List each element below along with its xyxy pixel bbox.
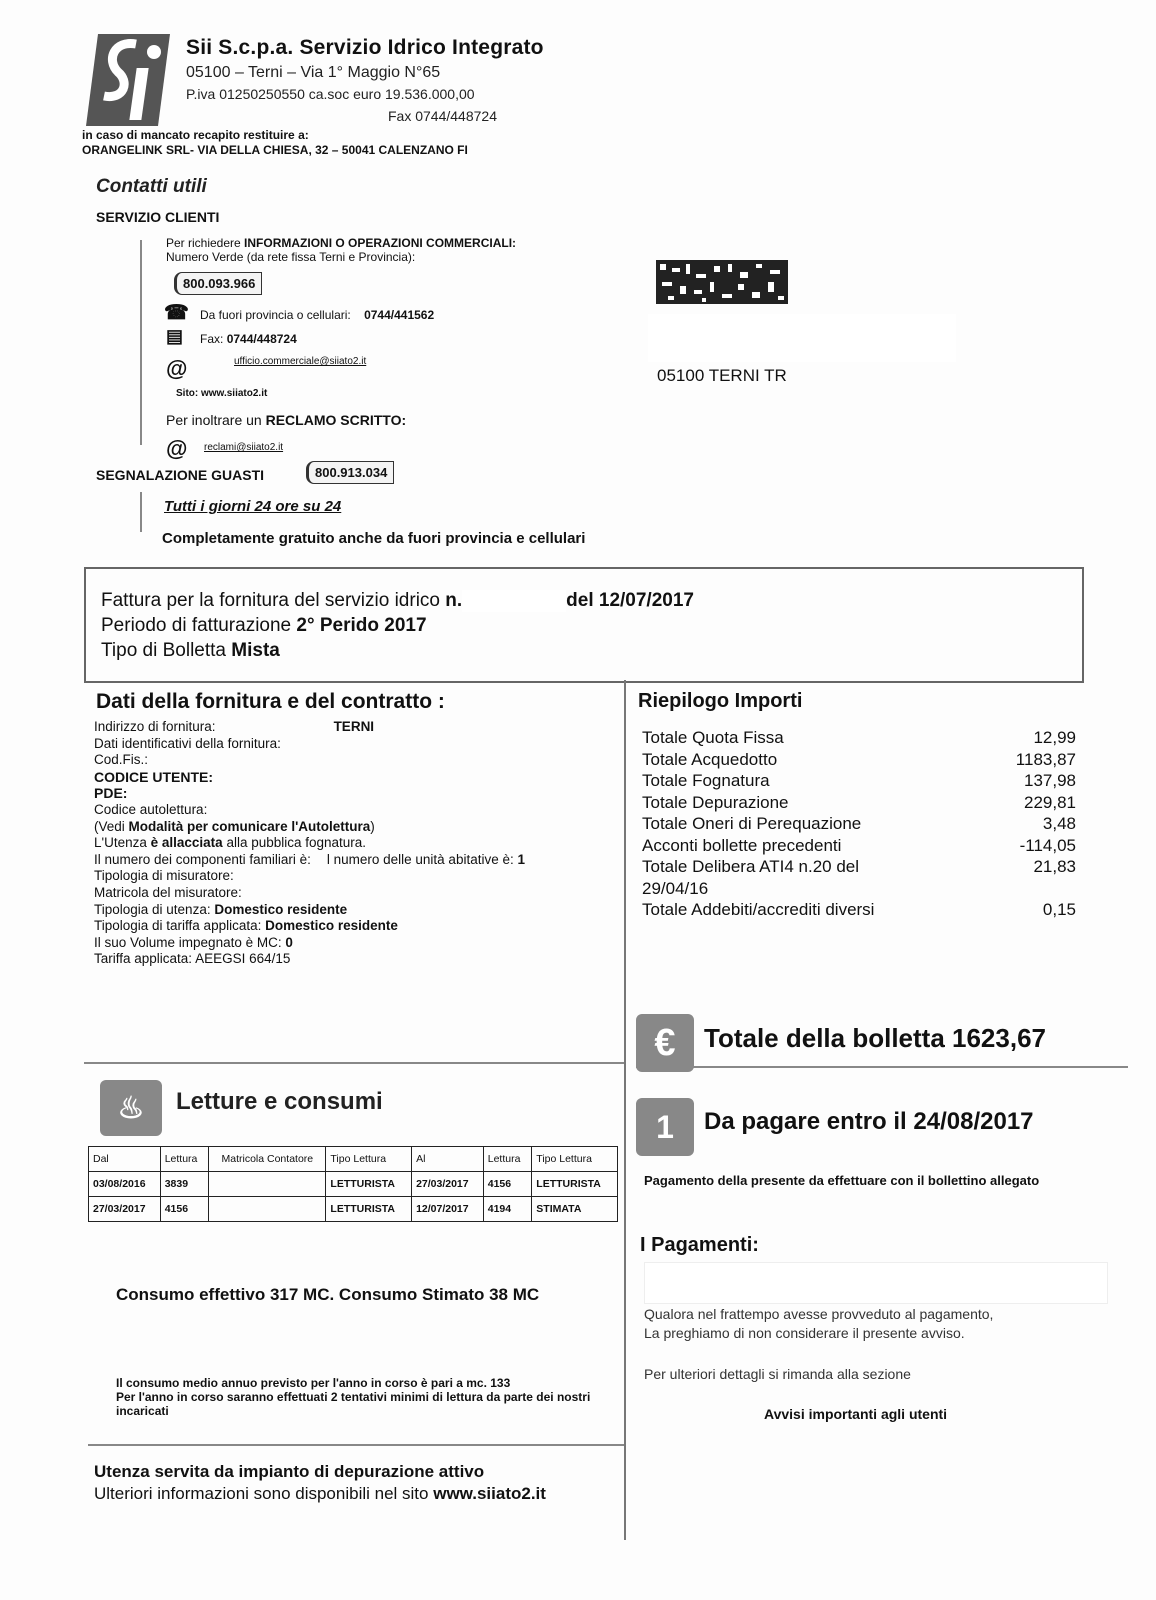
periodo-line: Periodo di fatturazione 2° Perido 2017	[101, 615, 427, 636]
riepilogo-row: Totale Fognatura 137,98	[642, 771, 1076, 790]
dati-pde: PDE:	[94, 785, 128, 802]
riepilogo-row: Acconti bollette precedenti -114,05	[642, 835, 1076, 855]
utenza-depurazione: Utenza servita da impianto di depurazione attivo	[94, 1462, 485, 1481]
dati-autolettura: Codice autolettura:	[94, 801, 208, 817]
table-row: 27/03/2017 4156 LETTURISTA 12/07/2017 4194 STIMATA	[89, 1197, 618, 1222]
reclami-link[interactable]: reclami@siiato2.it	[204, 442, 284, 453]
col-header: Lettura	[160, 1147, 209, 1172]
dati-indirizzo: Indirizzo di fornitura: TERNI	[94, 719, 375, 734]
dati-codfis: Cod.Fis.:	[94, 752, 149, 768]
letture-table	[88, 1146, 618, 1222]
dati-tipologia-misuratore: Tipologia di misuratore:	[94, 868, 234, 884]
qualora-text: Qualora nel frattempo avesse provveduto al pagamento, La preghiamo di non considerare il presente avviso.	[644, 1306, 994, 1341]
riepilogo-row: Totale Addebiti/accrediti diversi 0,15	[642, 900, 1076, 919]
consumo-text: Consumo effettivo 317 MC. Consumo Stimato 38 MC	[116, 1285, 540, 1304]
euro-icon: €	[636, 1014, 694, 1072]
column-divider	[624, 680, 626, 1540]
dati-volume: Il suo Volume impegnato è MC: 0	[94, 934, 293, 950]
da-pagare: Da pagare entro il 24/08/2017	[704, 1108, 1034, 1135]
company-name: Sii S.c.p.a. Servizio Idrico Integrato	[186, 36, 544, 59]
info-line: Per richiedere INFORMAZIONI O OPERAZIONI COMMERCIALI:	[166, 236, 517, 250]
dati-title: Dati della fornitura e del contratto :	[96, 690, 445, 713]
recipient-city: 05100 TERNI TR	[657, 366, 787, 385]
sii-logo	[84, 30, 172, 130]
totale-bolletta: Totale della bolletta 1623,67	[704, 1023, 1046, 1053]
fattura-line: Fattura per la fornitura del servizio idrico n. del 12/07/2017	[101, 590, 694, 611]
telephone-icon: ☎	[164, 302, 189, 324]
riepilogo-row: Totale Delibera ATI4 n.20 del 29/04/16 21,83	[642, 857, 1076, 898]
redacted-pagamenti	[644, 1262, 1108, 1304]
dati-codice-utente: CODICE UTENTE:	[94, 768, 213, 785]
guasti-label: SEGNALAZIONE GUASTI	[96, 467, 265, 483]
dati-matricola: Matricola del misuratore:	[94, 884, 242, 900]
divider	[140, 492, 142, 532]
riepilogo-row: Totale Acquedotto 1183,87	[642, 749, 1076, 769]
redacted-recipient	[648, 314, 956, 362]
email-icon: @	[166, 356, 188, 381]
reclamo-line: Per inoltrare un RECLAMO SCRITTO:	[166, 412, 407, 428]
numero-verde-label: Numero Verde (da rete fissa Terni e Provincia):	[166, 250, 416, 264]
divider	[84, 1062, 624, 1064]
site-line: Sito: www.siiato2.it	[176, 388, 268, 399]
numero-verde: 800.093.966	[174, 272, 262, 295]
company-piva: P.iva 01250250550 ca.soc euro 19.536.000,00	[186, 86, 475, 102]
contatti-title: Contatti utili	[96, 176, 207, 197]
tipo-line: Tipo di Bolletta Mista	[101, 640, 280, 661]
return-address: ORANGELINK SRL- VIA DELLA CHIESA, 32 – 50041 CALENZANO FI	[82, 143, 468, 157]
divider	[140, 240, 142, 445]
avvisi-link: Avvisi importanti agli utenti	[764, 1406, 948, 1422]
fuori-provincia: Da fuori provincia o cellulari: 0744/441562	[200, 308, 435, 322]
return-label: in caso di mancato recapito restituire a:	[82, 128, 309, 142]
servizio-clienti: SERVIZIO CLIENTI	[96, 209, 220, 225]
dati-list	[94, 719, 525, 968]
ulteriori-text: Per ulteriori dettagli si rimanda alla sezione	[644, 1366, 911, 1382]
dati-tariffa: Tariffa applicata: AEEGSI 664/15	[94, 951, 291, 967]
dati-tipologia-tariffa: Tipologia di tariffa applicata: Domestico residente	[94, 918, 398, 934]
company-fax: Fax 0744/448724	[388, 108, 497, 124]
consumo-medio: Il consumo medio annuo previsto per l'anno in corso è pari a mc. 133 Per l'anno in corso saranno effettuati 2 tentativi minimi di lettura da parte dei nostri incaricati	[116, 1376, 591, 1418]
email-icon: @	[166, 436, 188, 461]
pagamenti-title: I Pagamenti:	[640, 1234, 759, 1256]
email-link[interactable]: ufficio.commerciale@siiato2.it	[234, 356, 367, 367]
letture-title: Letture e consumi	[176, 1088, 383, 1115]
dati-identificativi: Dati identificativi della fornitura:	[94, 735, 281, 751]
table-row: 03/08/2016 3839 LETTURISTA 27/03/2017 4156 LETTURISTA	[89, 1172, 618, 1197]
guasti-number: 800.913.034	[306, 461, 394, 484]
col-header: Tipo Lettura	[532, 1147, 618, 1172]
dati-vedi: (Vedi Modalità per comunicare l'Autolettura)	[94, 818, 375, 834]
dati-componenti: Il numero dei componenti familiari è: l numero delle unità abitative è: 1	[94, 851, 525, 867]
gratuito: Completamente gratuito anche da fuori provincia e cellulari	[162, 530, 586, 547]
fax-icon: ▤	[166, 326, 184, 346]
col-header: Dal	[89, 1147, 161, 1172]
divider	[88, 1444, 624, 1446]
calendar-icon: 1	[636, 1098, 694, 1156]
dati-tipologia-utenza: Tipologia di utenza: Domestico residente	[94, 901, 348, 917]
col-header: Lettura	[483, 1147, 532, 1172]
riepilogo-row: Totale Oneri di Perequazione 3,48	[642, 814, 1076, 833]
divider	[636, 1066, 1128, 1068]
col-header: Tipo Lettura	[326, 1147, 412, 1172]
dati-utenza: L'Utenza è allacciata alla pubblica fognatura.	[94, 835, 367, 851]
riepilogo-title: Riepilogo Importi	[638, 690, 803, 712]
meter-icon: ♨	[100, 1080, 162, 1136]
riepilogo-table	[642, 727, 1076, 921]
company-address: 05100 – Terni – Via 1° Maggio N°65	[186, 64, 441, 81]
riepilogo-row: Totale Depurazione 229,81	[642, 792, 1076, 812]
tutti-giorni: Tutti i giorni 24 ore su 24	[164, 498, 342, 515]
ulteriori-info: Ulteriori informazioni sono disponibili nel sito www.siiato2.it	[94, 1484, 546, 1503]
fax-line: Fax: 0744/448724	[200, 332, 297, 346]
barcode	[656, 260, 788, 304]
col-header: Al	[412, 1147, 484, 1172]
riepilogo-row: Totale Quota Fissa 12,99	[642, 728, 1076, 747]
col-header: Matricola Contatore	[209, 1147, 326, 1172]
pagamento-note: Pagamento della presente da effettuare con il bollettino allegato	[644, 1173, 1040, 1188]
